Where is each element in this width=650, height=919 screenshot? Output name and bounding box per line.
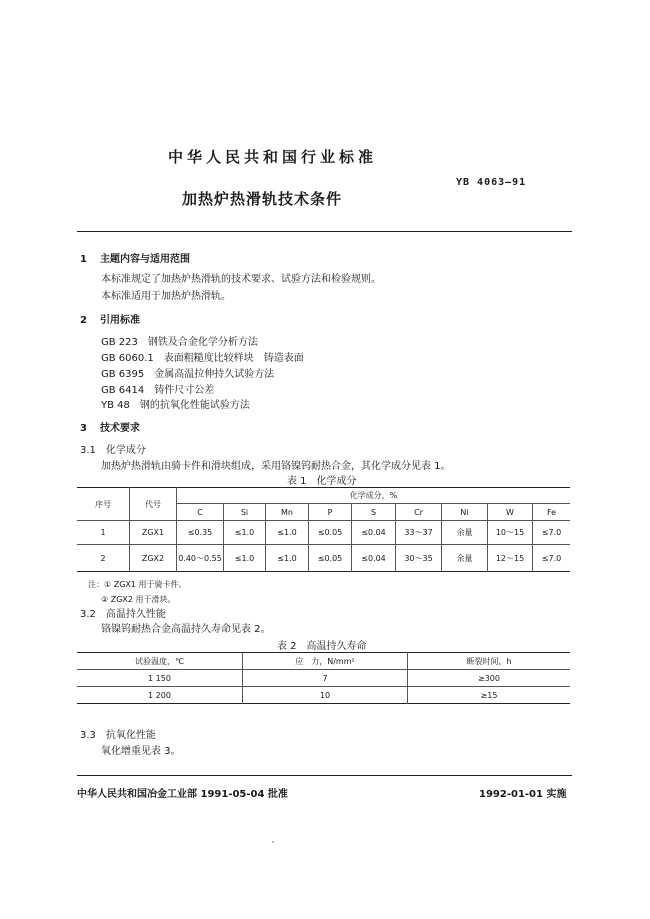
table-cell: ≤0.05: [309, 521, 352, 545]
subsection-3-1-text: 加热炉热滑轨由骑卡件和滑块组成，采用铬镍钨耐热合金，其化学成分见表 1。: [101, 461, 451, 472]
reference-item: GB 6414 铸件尺寸公差: [101, 385, 215, 396]
issuer-title: 中华人民共和国行业标准: [168, 148, 378, 166]
table-cell: 0.40～0.55: [177, 545, 224, 572]
table-1-element-header: Ni: [442, 504, 488, 521]
table-cell: 10～15: [488, 521, 533, 545]
table-cell: ≥15: [480, 690, 498, 700]
table-cell: 10: [243, 687, 408, 704]
table-cell: ≤1.0: [266, 521, 309, 545]
table-cell: ≤0.05: [309, 545, 352, 572]
table-1-header-group: 化学成分，%: [177, 488, 571, 504]
document-title: 加热炉热滑轨技术条件: [182, 190, 343, 208]
subsection-3-1-title: 3.1 化学成分: [80, 445, 146, 456]
table-1-element-header: W: [488, 504, 533, 521]
header-rule: [77, 231, 572, 232]
table-cell: ZGX1: [130, 521, 177, 545]
table-cell: 30～35: [396, 545, 442, 572]
section-1-para-1: 本标准规定了加热炉热滑轨的技术要求、试验方法和检验规则。: [101, 274, 381, 285]
table-cell: 2: [77, 545, 130, 572]
table-cell: ≤0.04: [352, 545, 396, 572]
table-cell: ≤1.0: [224, 521, 266, 545]
table-cell: 1 200: [77, 687, 243, 704]
section-2-number: 2: [80, 315, 87, 326]
reference-item: GB 6060.1 表面粗糙度比较样块 铸造表面: [101, 353, 304, 364]
table-cell: ZGX2: [130, 545, 177, 572]
effective-date: 1992-01-01 实施: [479, 789, 567, 800]
table-row: [77, 545, 570, 572]
scan-speck: [272, 841, 274, 843]
section-1-heading: [80, 250, 190, 265]
reference-item: GB 223 钢铁及合金化学分析方法: [101, 337, 258, 348]
subsection-3-2-title: 3.2 高温持久性能: [80, 609, 166, 620]
table-1-element-header: P: [309, 504, 352, 521]
reference-item: GB 6395 金属高温拉伸持久试验方法: [101, 369, 275, 380]
table-1-element-header: S: [352, 504, 396, 521]
table-2-header-row: [77, 653, 570, 670]
table-cell: ≤1.0: [266, 545, 309, 572]
section-3-title: 技术要求: [100, 423, 140, 434]
table-1-element-header: Cr: [396, 504, 442, 521]
table-cell: 1 150: [77, 670, 243, 687]
table-2-header: 试验温度，℃: [77, 653, 243, 670]
table-cell: ≤7.0: [533, 521, 571, 545]
subsection-3-3-title: 3.3 抗氧化性能: [80, 730, 156, 741]
table-2-header: 断裂时间，h: [408, 653, 571, 670]
table-cell: ≤0.35: [177, 521, 224, 545]
table-2-caption: 表 2 高温持久寿命: [277, 641, 367, 652]
table-cell: 1: [77, 521, 130, 545]
table-cell: 7: [243, 670, 408, 687]
section-1-para-2: 本标准适用于加热炉热滑轨。: [101, 291, 231, 302]
footer-rule: [77, 775, 572, 776]
table-1-element-header: C: [177, 504, 224, 521]
table-row: [77, 687, 570, 704]
table-1-element-header: Fe: [533, 504, 571, 521]
table-cell: ≤1.0: [224, 545, 266, 572]
subsection-3-3-text: 氧化增重见表 3。: [101, 746, 181, 757]
section-1-title: 主题内容与适用范围: [100, 254, 190, 265]
section-3-heading: [80, 419, 140, 434]
table-cell: 余量: [442, 521, 488, 545]
table-1-note-1: 注：① ZGX1 用于骑卡件。: [88, 580, 187, 589]
creep-life-table: [77, 652, 570, 704]
table-1-element-header: Mn: [266, 504, 309, 521]
table-row: [77, 670, 570, 687]
table-cell: 33～37: [396, 521, 442, 545]
section-1-number: 1: [80, 254, 87, 265]
table-cell: ≤0.04: [352, 521, 396, 545]
table-1-caption: 表 1 化学成分: [287, 476, 357, 487]
table-row: [77, 521, 570, 545]
table-1-element-header: Si: [224, 504, 266, 521]
section-2-title: 引用标准: [100, 315, 140, 326]
table-1-note-2: ② ZGX2 用于滑块。: [101, 595, 176, 604]
table-1-header-no: 序号: [77, 488, 130, 521]
subsection-3-2-text: 铬镍钨耐热合金高温持久寿命见表 2。: [101, 624, 271, 635]
table-cell: ≤7.0: [541, 553, 562, 563]
section-3-number: 3: [80, 423, 87, 434]
standard-code: YB 4063—91: [456, 177, 527, 188]
section-2-heading: [80, 311, 140, 326]
table-1-header-code: 代号: [130, 488, 177, 521]
chemical-composition-table: [77, 487, 570, 572]
reference-item: YB 48 钢的抗氧化性能试验方法: [101, 400, 250, 411]
approval-line: 中华人民共和国冶金工业部 1991-05-04 批准: [77, 789, 288, 800]
table-cell: 余量: [442, 545, 488, 572]
table-2-header: 应 力，N/mm²: [243, 653, 408, 670]
table-cell: 12～15: [488, 545, 533, 572]
table-cell: ≥300: [408, 670, 571, 687]
